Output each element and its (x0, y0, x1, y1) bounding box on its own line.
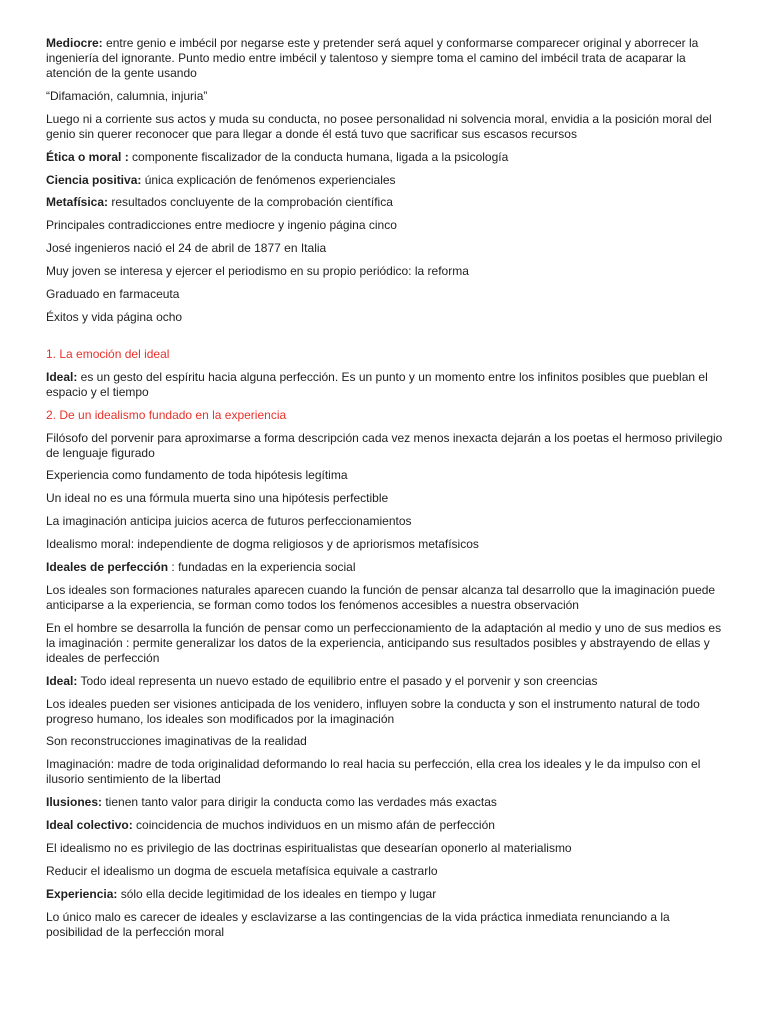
paragraph-text: Principales contradicciones entre mediocre y ingenio página cinco (46, 218, 397, 233)
paragraph-text: Éxitos y vida página ocho (46, 309, 183, 324)
paragraph (46, 734, 726, 749)
paragraph-text: tienen tanto valor para dirigir la conducta como las verdades más exactas (102, 795, 497, 810)
paragraph-text: En el hombre se desarrolla la función de pensar como un perfeccionamiento de la adaptación al medio y uno de sus medios es la imaginación : permite generalizar los datos de la experiencia, anticipando sus resultados posibles y abstrayendo de ellas y ideales de perfección (46, 620, 722, 665)
paragraph-text: coincidencia de muchos individuos en un mismo afán de perfección (132, 818, 495, 833)
paragraph (46, 287, 726, 302)
term-label: Ideales de perfección (46, 560, 169, 575)
paragraph (46, 864, 726, 879)
paragraph-text: 2. De un idealismo fundado en la experiencia (46, 407, 287, 422)
paragraph (46, 910, 726, 940)
term-label: Ideal colectivo: (46, 818, 133, 833)
paragraph-text: “Difamación, calumnia, injuria” (46, 88, 208, 103)
document-body (46, 36, 726, 948)
paragraph-text: El idealismo no es privilegio de las doctrinas espiritualistas que desearían oponerlo al materialismo (46, 841, 572, 856)
paragraph (46, 264, 726, 279)
paragraph (46, 241, 726, 256)
section-heading (46, 408, 726, 423)
paragraph (46, 468, 726, 483)
paragraph (46, 537, 726, 552)
term-label: Experiencia: (46, 886, 118, 901)
term-label: Ética o moral : (46, 149, 129, 164)
paragraph (46, 173, 726, 188)
paragraph (46, 36, 726, 81)
paragraph (46, 560, 726, 575)
paragraph-text: Filósofo del porvenir para aproximarse a forma descripción cada vez menos inexacta dejarán a los poetas el hermoso privilegio de lenguaje figurado (46, 430, 723, 460)
paragraph (46, 514, 726, 529)
paragraph (46, 583, 726, 613)
paragraph (46, 697, 726, 727)
paragraph-text: Luego ni a corriente sus actos y muda su conducta, no posee personalidad ni solvencia moral, envidia a la posición moral del genio sin querer reconocer que para llegar a donde él está tuvo que sacrificar sus escasos recursos (46, 111, 712, 141)
paragraph (46, 89, 726, 104)
paragraph-text: componente fiscalizador de la conducta humana, ligada a la psicología (128, 149, 509, 164)
term-label: Ideal: (46, 673, 78, 688)
paragraph (46, 818, 726, 833)
paragraph (46, 370, 726, 400)
paragraph-text: Son reconstrucciones imaginativas de la realidad (46, 734, 307, 749)
paragraph-text: 1. La emoción del ideal (46, 346, 170, 361)
paragraph (46, 431, 726, 461)
paragraph (46, 218, 726, 233)
paragraph-text: única explicación de fenómenos experienciales (141, 172, 396, 187)
paragraph (46, 757, 726, 787)
paragraph-text: Idealismo moral: independiente de dogma religiosos y de apriorismos metafísicos (46, 537, 479, 552)
paragraph (46, 310, 726, 325)
paragraph-text: resultados concluyente de la comprobación científica (108, 195, 393, 210)
paragraph-text: Reducir el idealismo un dogma de escuela metafísica equivale a castrarlo (46, 863, 438, 878)
term-label: Mediocre: (46, 36, 103, 50)
paragraph-text: La imaginación anticipa juicios acerca de futuros perfeccionamientos (46, 514, 412, 529)
term-label: Ciencia positiva: (46, 172, 142, 187)
paragraph (46, 112, 726, 142)
paragraph (46, 841, 726, 856)
paragraph-text: Todo ideal representa un nuevo estado de equilibrio entre el pasado y el porvenir y son creencias (77, 673, 598, 688)
paragraph-text: es un gesto del espíritu hacia alguna perfección. Es un punto y un momento entre los infinitos posibles que pueblan el espacio y el tiempo (46, 369, 708, 399)
term-label: Metafísica: (46, 195, 109, 210)
paragraph-text: Experiencia como fundamento de toda hipótesis legítima (46, 468, 348, 483)
paragraph-text: Graduado en farmaceuta (46, 287, 180, 302)
paragraph-text: sólo ella decide legitimidad de los ideales en tiempo y lugar (117, 886, 437, 901)
paragraph-text: : fundadas en la experiencia social (168, 560, 356, 575)
paragraph-text: Muy joven se interesa y ejercer el periodismo en su propio periódico: la reforma (46, 264, 469, 279)
paragraph (46, 674, 726, 689)
paragraph (46, 491, 726, 506)
paragraph-text: entre genio e imbécil por negarse este y pretender será aquel y conformarse comparecer original y aborrecer la ingeniería del ignorante. Punto medio entre imbécil y talentoso y siempre toma el camino del imbécil trata de acaparar la atención de la gente usando (46, 36, 699, 80)
paragraph-text: Un ideal no es una fórmula muerta sino una hipótesis perfectible (46, 491, 389, 506)
paragraph-text: José ingenieros nació el 24 de abril de 1877 en Italia (46, 241, 327, 256)
term-label: Ideal: (46, 369, 78, 384)
paragraph (46, 150, 726, 165)
section-heading (46, 347, 726, 362)
paragraph (46, 795, 726, 810)
paragraph (46, 621, 726, 666)
paragraph (46, 195, 726, 210)
term-label: Ilusiones: (46, 795, 103, 810)
paragraph-text: Lo único malo es carecer de ideales y esclavizarse a las contingencias de la vida práctica inmediata renunciando a la posibilidad de la perfección moral (46, 909, 670, 939)
paragraph-text: Los ideales pueden ser visiones anticipada de los venidero, influyen sobre la conducta y son el instrumento natural de todo progreso humano, los ideales son modificados por la imaginación (46, 696, 700, 726)
paragraph-text: Imaginación: madre de toda originalidad deformando lo real hacia su perfección, ella crea los ideales y le da impulso con el ilusorio sentimiento de la libertad (46, 757, 701, 787)
paragraph (46, 887, 726, 902)
paragraph-text: Los ideales son formaciones naturales aparecen cuando la función de pensar alcanza tal desarrollo que la imaginación puede anticiparse a la experiencia, se forman como todos los fenómenos accesibles a nuestra observación (46, 582, 716, 612)
